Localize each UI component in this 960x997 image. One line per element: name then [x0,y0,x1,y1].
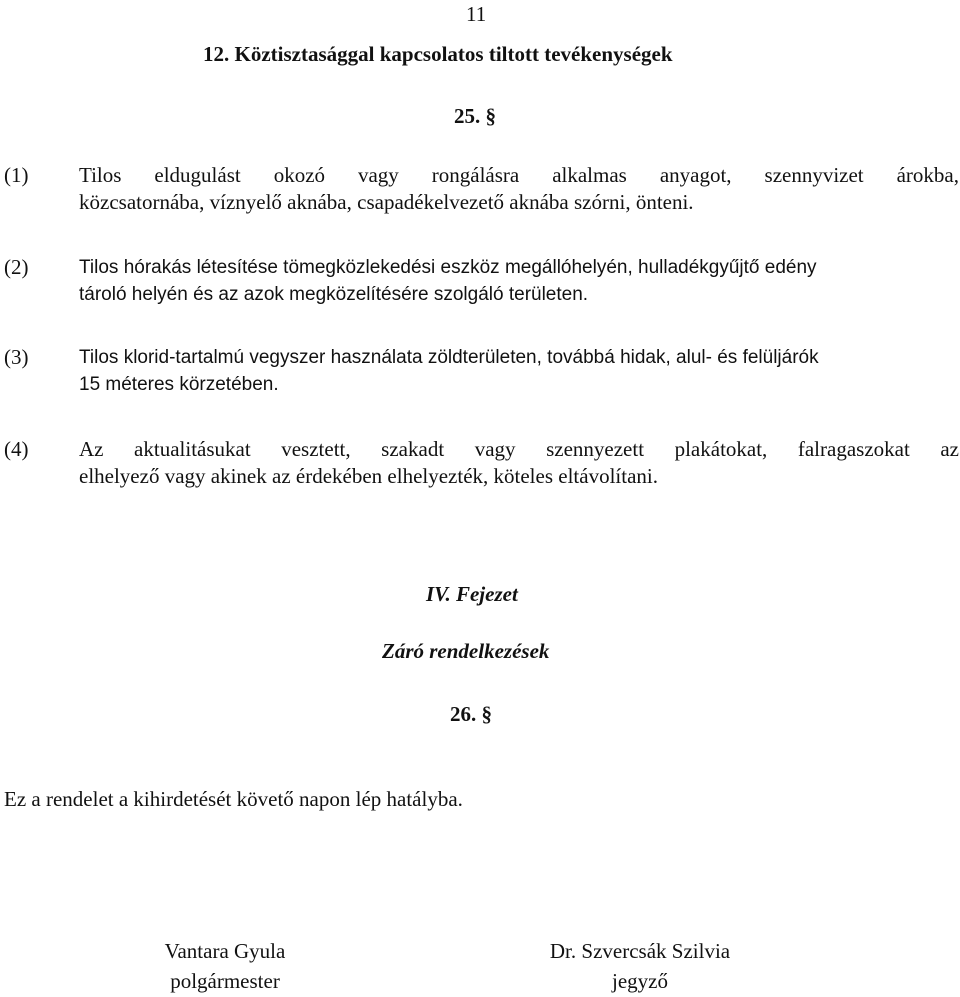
signature-block-notary [510,936,770,996]
item-text-3 [79,344,959,398]
chapter-title: Záró rendelkezések [382,639,550,663]
item-text-4 [79,436,959,490]
signature-name: Dr. Szvercsák Szilvia [549,939,731,963]
closing-provision: Ez a rendelet a kihirdetését követő napon lép hatályba. [4,787,463,811]
item-number-4: (4) [4,437,29,461]
item-4-line-1: Az aktualitásukat vesztett, szakadt vagy szennyezett plakátokat, falragaszokat az [79,437,959,461]
item-3-line-1: Tilos klorid-tartalmú vegyszer használata zöldterületen, továbbá hidak, alul- és felüljárók [79,347,819,368]
item-1-line-1: Tilos eldugulást okozó vagy rongálásra alkalmas anyagot, szennyvizet árokba, [79,163,959,187]
signature-block-mayor [110,936,340,996]
item-2-line-1: Tilos hórakás létesítése tömegközlekedési eszköz megállóhelyén, hulladékgyűjtő edény [79,257,817,278]
item-4-line-2: elhelyező vagy akinek az érdekében elhelyezték, köteles eltávolítani. [79,464,658,488]
item-text-1 [79,162,959,216]
chapter-label: IV. Fejezet [426,582,518,606]
item-number-3: (3) [4,345,29,369]
item-1-line-2: közcsatornába, víznyelő aknába, csapadékelvezető aknába szórni, önteni. [79,190,694,214]
item-3-line-2: 15 méteres körzetében. [79,374,279,395]
item-number-1: (1) [4,163,29,187]
item-number-2: (2) [4,255,29,279]
signature-role: jegyző [612,969,668,993]
section-title: 12. Köztisztasággal kapcsolatos tiltott tevékenységek [203,42,673,66]
item-2-line-2: tároló helyén és az azok megközelítésére szolgáló területen. [79,284,589,305]
paragraph-sign-25: 25. § [454,104,496,128]
page-number: 11 [466,2,487,26]
paragraph-sign-26: 26. § [450,702,492,726]
signature-role: polgármester [170,969,280,993]
signature-name: Vantara Gyula [164,939,286,963]
item-text-2 [79,254,959,308]
